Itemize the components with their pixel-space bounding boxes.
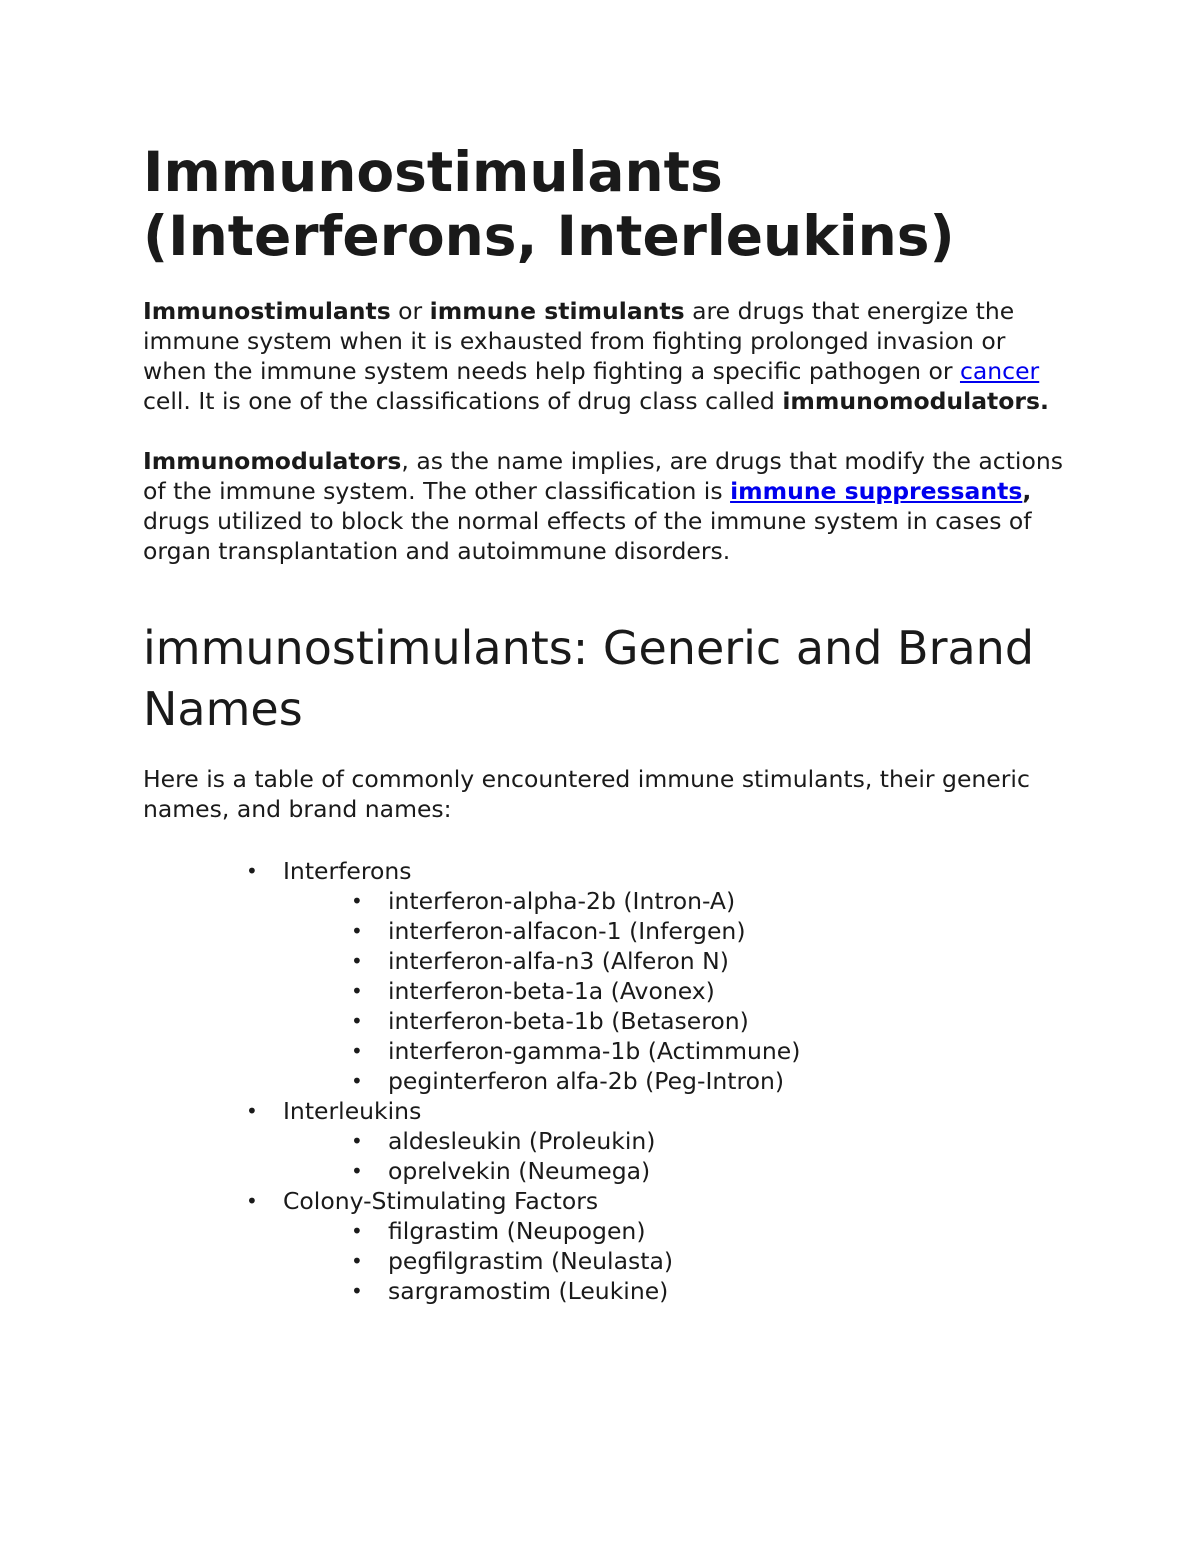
drug-name: peginterferon alfa-2b (Peg-Intron): [388, 1067, 785, 1095]
bullet-icon: •: [351, 1219, 363, 1243]
cancer-link[interactable]: cancer: [959, 357, 1040, 385]
list-item: [143, 886, 1063, 916]
list-item: [143, 1216, 1063, 1246]
list-item: [143, 1156, 1063, 1186]
bold-term: Immunostimulants: [143, 297, 391, 325]
drug-name: interferon-gamma-1b (Actimmune): [388, 1037, 801, 1065]
drug-name: filgrastim (Neupogen): [388, 1217, 646, 1245]
list-item: [143, 1126, 1063, 1156]
bullet-icon: •: [351, 1279, 363, 1303]
list-item-group: [143, 856, 1063, 1096]
title-line-2: (Interferons, Interleukins): [143, 204, 955, 268]
list-item: [143, 1006, 1063, 1036]
drug-name: interferon-beta-1b (Betaseron): [388, 1007, 749, 1035]
drug-sublist: [283, 1216, 1063, 1306]
bullet-icon: •: [351, 919, 363, 943]
drug-list: [143, 856, 1063, 1306]
bold-term: Immunomodulators: [143, 447, 402, 475]
list-item: [143, 1276, 1063, 1306]
drug-name: sargramostim (Leukine): [388, 1277, 669, 1305]
list-item: [143, 1036, 1063, 1066]
paragraph-immunostimulants: [143, 296, 1063, 416]
drug-name: interferon-alpha-2b (Intron-A): [388, 887, 736, 915]
bullet-icon: •: [351, 1129, 363, 1153]
drug-name: interferon-alfa-n3 (Alferon N): [388, 947, 729, 975]
drug-name: interferon-alfacon-1 (Infergen): [388, 917, 746, 945]
bullet-icon: •: [351, 1069, 363, 1093]
section-heading: immunostimulants: Generic and Brand Names: [143, 621, 1035, 736]
drug-sublist: [283, 1126, 1063, 1186]
bold-term: immune stimulants: [429, 297, 685, 325]
group-label: Colony-Stimulating Factors: [283, 1187, 599, 1215]
bold-comma: ,: [1022, 477, 1032, 505]
bullet-icon: •: [246, 859, 258, 883]
paragraph-text: drugs utilized to block the normal effects of the immune system in cases of organ transplantation and autoimmune disorders.: [143, 507, 1032, 565]
bullet-icon: •: [351, 1009, 363, 1033]
title-line-1: Immunostimulants: [143, 140, 723, 204]
list-item-group: [143, 1186, 1063, 1306]
bold-term: immunomodulators.: [782, 387, 1049, 415]
paragraph-text: are drugs that energize the immune system when it is exhausted from fighting prolonged invasion or when the immune system needs help fighting a specific pathogen or: [143, 297, 1015, 385]
bullet-icon: •: [351, 1039, 363, 1063]
paragraph-text: or: [390, 297, 430, 325]
bullet-icon: •: [351, 889, 363, 913]
immune-suppressants-link[interactable]: immune suppressants: [730, 477, 1023, 505]
drug-name: pegfilgrastim (Neulasta): [388, 1247, 674, 1275]
paragraph-text: cell. It is one of the classifications of drug class called: [143, 387, 783, 415]
paragraph-immunomodulators: [143, 446, 1063, 566]
drug-name: oprelvekin (Neumega): [388, 1157, 651, 1185]
intro-paragraph: Here is a table of commonly encountered immune stimulants, their generic names, and brand names:: [143, 765, 1030, 823]
bullet-icon: •: [351, 1159, 363, 1183]
drug-name: interferon-beta-1a (Avonex): [388, 977, 715, 1005]
bullet-icon: •: [246, 1099, 258, 1123]
drug-name: aldesleukin (Proleukin): [388, 1127, 656, 1155]
bullet-icon: •: [351, 1249, 363, 1273]
bullet-icon: •: [246, 1189, 258, 1213]
list-item: [143, 1066, 1063, 1096]
document-page: [143, 140, 1063, 1306]
bullet-icon: •: [351, 979, 363, 1003]
list-item-group: [143, 1096, 1063, 1186]
list-item: [143, 976, 1063, 1006]
bullet-icon: •: [351, 949, 363, 973]
page-title: [143, 140, 1063, 268]
list-item: [143, 1246, 1063, 1276]
drug-sublist: [283, 886, 1063, 1096]
group-label: Interleukins: [283, 1097, 422, 1125]
group-label: Interferons: [283, 857, 412, 885]
list-item: [143, 916, 1063, 946]
paragraph-text: , as the name implies, are drugs that modify the actions of the immune system. The other classification is: [143, 447, 1063, 505]
list-item: [143, 946, 1063, 976]
